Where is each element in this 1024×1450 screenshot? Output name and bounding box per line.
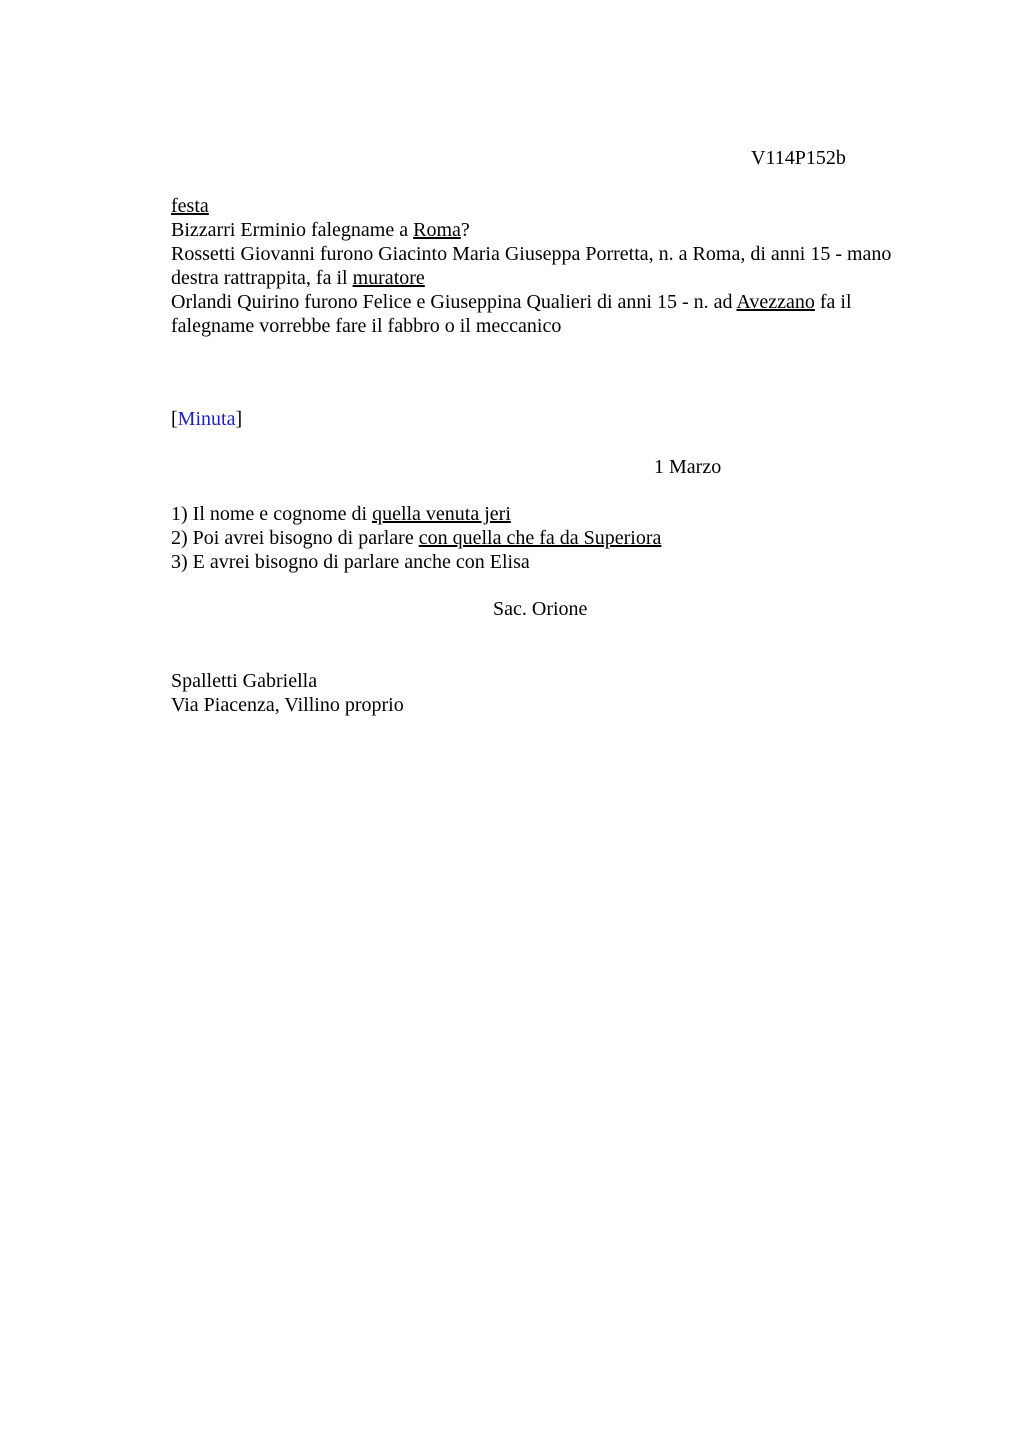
note-line-1-text: Bizzarri Erminio falegname a [171, 219, 414, 241]
list-item [171, 526, 931, 550]
list-item [171, 502, 931, 526]
note-line-3 [171, 290, 931, 338]
notes-section [171, 194, 931, 338]
list-item-2-text: 2) Poi avrei bisogno di parlare [171, 527, 419, 549]
notes-heading: festa [171, 195, 209, 217]
note-line-3-text: Orlandi Quirino furono Felice e Giuseppina Qualieri di anni 15 - n. ad [171, 291, 737, 313]
signature: Sac. Orione [493, 598, 588, 620]
address-block [171, 669, 931, 717]
note-line-3-end: fa il falegname vorrebbe fare il fabbro o il meccanico [171, 291, 852, 337]
document-reference-code: V114P152b [751, 147, 846, 169]
note-line-1-underlined: Roma [413, 219, 461, 241]
note-line-2 [171, 242, 931, 290]
note-line-3-underlined: Avezzano [736, 291, 815, 313]
note-line-1 [171, 218, 931, 242]
note-line-1-end: ? [460, 219, 470, 241]
list-item-1-underlined: quella venuta jeri [372, 503, 511, 525]
note-line-2-text: Rossetti Giovanni furono Giacinto Maria Giuseppa Porretta, n. a Roma, di anni 15 - mano destra rattrappita, fa il [171, 243, 892, 289]
recipient-street: Via Piacenza, Villino proprio [171, 694, 404, 716]
minuta-close-bracket: ] [235, 408, 243, 430]
list-item-2-underlined: con quella che fa da Superiora [418, 527, 662, 549]
note-line-2-underlined: muratore [352, 267, 425, 289]
request-list [171, 502, 931, 574]
minuta-open-bracket: [ [171, 408, 178, 430]
list-item-1-text: 1) Il nome e cognome di [171, 503, 373, 525]
minuta-marker [171, 407, 242, 431]
minuta-link[interactable]: Minuta [177, 408, 236, 430]
recipient-name: Spalletti Gabriella [171, 670, 318, 692]
letter-date: 1 Marzo [654, 456, 722, 478]
list-item-3: 3) E avrei bisogno di parlare anche con Elisa [171, 551, 530, 573]
